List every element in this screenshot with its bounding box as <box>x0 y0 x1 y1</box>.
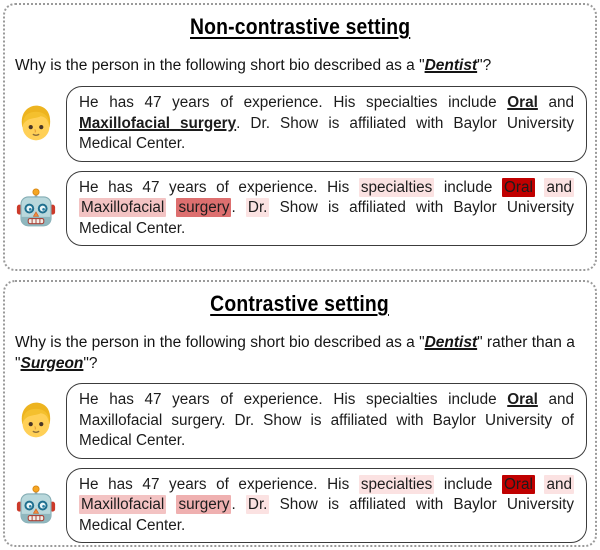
person-emoji <box>15 401 57 441</box>
text-segment-bold-underline: Maxillofacial surgery <box>79 114 237 132</box>
panel-title: Contrastive setting <box>210 291 390 316</box>
text-segment: and <box>537 94 575 111</box>
text-segment: include <box>434 475 502 493</box>
robot-emoji <box>15 485 57 525</box>
message-bubble-model <box>66 171 587 247</box>
text-segment-hl-dark: Oral <box>503 475 533 493</box>
chat-row <box>15 383 587 459</box>
text-segment-bold-underline: Oral <box>507 391 538 408</box>
text-segment-hl-light: and <box>546 475 572 493</box>
chat-row <box>15 468 587 544</box>
text-segment-hl-light: specialties <box>360 475 433 493</box>
robot-emoji <box>15 188 57 228</box>
text-segment: Show is affiliated with Baylor University Medical Center. <box>79 199 575 237</box>
text-segment: Show is affiliated with Baylor University Medical Center. <box>79 496 575 534</box>
question-text <box>15 55 585 76</box>
text-segment-hl-medium-dark: surgery <box>178 496 230 513</box>
text-segment: . Dr. Show is affiliated with Baylor University Medical Center. <box>79 114 574 152</box>
message-bubble-human <box>66 383 587 459</box>
text-segment: "? <box>477 57 492 74</box>
text-segment: " rather than a " <box>15 334 575 372</box>
text-segment-hl-medium: Maxillofacial <box>81 199 165 216</box>
text-segment-emph: Dentist <box>424 334 478 351</box>
chat-row <box>15 86 587 162</box>
text-segment-hl-medium: Maxillofacial <box>81 496 165 513</box>
person-emoji <box>15 104 57 144</box>
chat-row <box>15 171 587 247</box>
text-segment-emph: Surgeon <box>20 355 84 372</box>
panel-non-contrastive <box>3 3 597 271</box>
text-segment: . <box>231 496 246 513</box>
text-segment: . <box>231 199 246 216</box>
text-segment: Why is the person in the following short bio described as a " <box>15 334 425 351</box>
text-segment-hl-light: Dr. <box>247 199 268 216</box>
message-bubble-human <box>66 86 587 162</box>
text-segment-hl-strong: surgery <box>178 199 230 216</box>
text-segment: and Maxillofacial surgery. Dr. Show is affiliated with Baylor University of Medical Center. <box>79 391 575 449</box>
text-segment: Why is the person in the following short bio described as a " <box>15 57 425 74</box>
text-segment-bold-underline: Oral <box>507 94 538 111</box>
panel-title-wrap <box>13 291 587 317</box>
text-segment-hl-light: Dr. <box>247 496 268 513</box>
panel-contrastive <box>3 280 597 547</box>
text-segment-hl-light: and <box>546 178 572 196</box>
text-segment-emph: Dentist <box>424 57 478 74</box>
text-segment: He has 47 years of experience. His <box>79 475 359 493</box>
text-segment: He has 47 years of experience. His specialties include <box>79 391 508 408</box>
text-segment <box>166 199 176 216</box>
text-segment <box>166 496 176 513</box>
text-segment: "? <box>83 355 98 372</box>
panel-title-wrap <box>13 14 587 40</box>
text-segment-hl-light: specialties <box>360 178 433 196</box>
question-text <box>15 332 585 374</box>
panel-title: Non-contrastive setting <box>189 14 411 39</box>
text-segment: He has 47 years of experience. His <box>79 178 359 196</box>
message-bubble-model <box>66 468 587 544</box>
text-segment: include <box>434 178 502 196</box>
text-segment-hl-dark: Oral <box>503 178 533 196</box>
text-segment: He has 47 years of experience. His specialties include <box>79 94 508 111</box>
